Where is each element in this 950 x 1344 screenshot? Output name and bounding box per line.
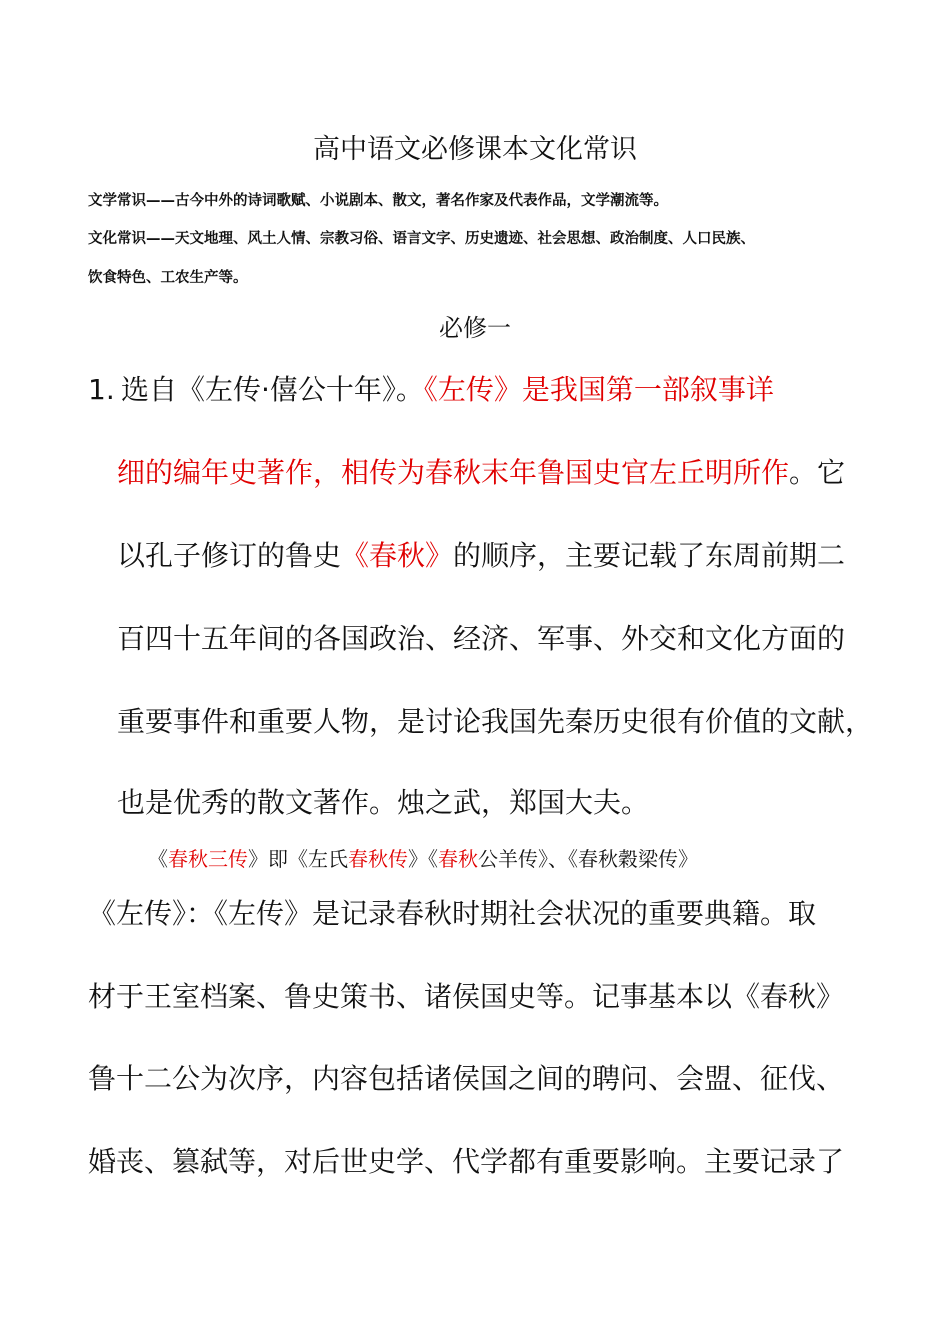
note-text: 公羊传》、《春秋穀梁传》 bbox=[478, 847, 698, 871]
item1-highlight-text: 《春秋》 bbox=[341, 539, 454, 572]
item-number: 1. bbox=[88, 373, 115, 406]
zuozhuan-para-line4: 婚丧、篡弑等，对后世史学、代学都有重要影响。主要记录了 bbox=[88, 1145, 845, 1178]
note-highlight: 春秋三传 bbox=[168, 847, 248, 871]
item1-line3 bbox=[117, 534, 845, 578]
item1-text: 以孔子修订的鲁史 bbox=[117, 539, 342, 572]
item1-line2 bbox=[117, 451, 845, 495]
note-text: 》即《左氏 bbox=[248, 847, 348, 871]
item1-highlight-text: 细的编年史著作，相传为春秋末年鲁国史官左丘明所作 bbox=[117, 456, 790, 489]
item1-line1 bbox=[88, 368, 774, 412]
zuozhuan-para-line3: 鲁十二公为次序，内容包括诸侯国之间的聘问、会盟、征伐、 bbox=[88, 1062, 845, 1095]
note-highlight: 春秋 bbox=[438, 847, 478, 871]
item1-text: 。它 bbox=[789, 456, 846, 489]
item1-highlight-text: 《左传》是我国第一部叙事详 bbox=[423, 373, 774, 406]
literary-knowledge-definition: 文学常识——古今中外的诗词歌赋、小说剧本、散文，著名作家及代表作品，文学潮流等。 bbox=[88, 193, 668, 209]
item1-line4: 百四十五年间的各国政治、经济、军事、外交和文化方面的 bbox=[117, 622, 846, 655]
cultural-knowledge-definition-line2: 饮食特色、工农生产等。 bbox=[88, 270, 248, 286]
section-heading: 必修一 bbox=[439, 314, 511, 342]
item1-line6: 也是优秀的散文著作。烛之武，郑国大夫。 bbox=[117, 786, 650, 819]
note-highlight: 春秋传 bbox=[348, 847, 408, 871]
item1-source-text: 选自《左传·僖公十年》。 bbox=[121, 373, 424, 406]
zuozhuan-para-line1: 《左传》：《左传》是记录春秋时期社会状况的重要典籍。取 bbox=[88, 897, 817, 930]
item1-text: 的顺序，主要记载了东周前期二 bbox=[453, 539, 846, 572]
cultural-knowledge-definition-line1: 文化常识——天文地理、风土人情、宗教习俗、语言文字、历史遗迹、社会思想、政治制度、人口民族、 bbox=[88, 231, 755, 247]
note-text: 《 bbox=[148, 847, 168, 871]
note-text: 》《 bbox=[408, 847, 438, 871]
zuozhuan-para-line2: 材于王室档案、鲁史策书、诸侯国史等。记事基本以《春秋》 bbox=[88, 980, 845, 1013]
page-title: 高中语文必修课本文化常识 bbox=[313, 134, 637, 165]
item1-line5: 重要事件和重要人物，是讨论我国先秦历史很有价值的文献， bbox=[117, 705, 874, 738]
three-commentaries-note bbox=[148, 843, 698, 875]
